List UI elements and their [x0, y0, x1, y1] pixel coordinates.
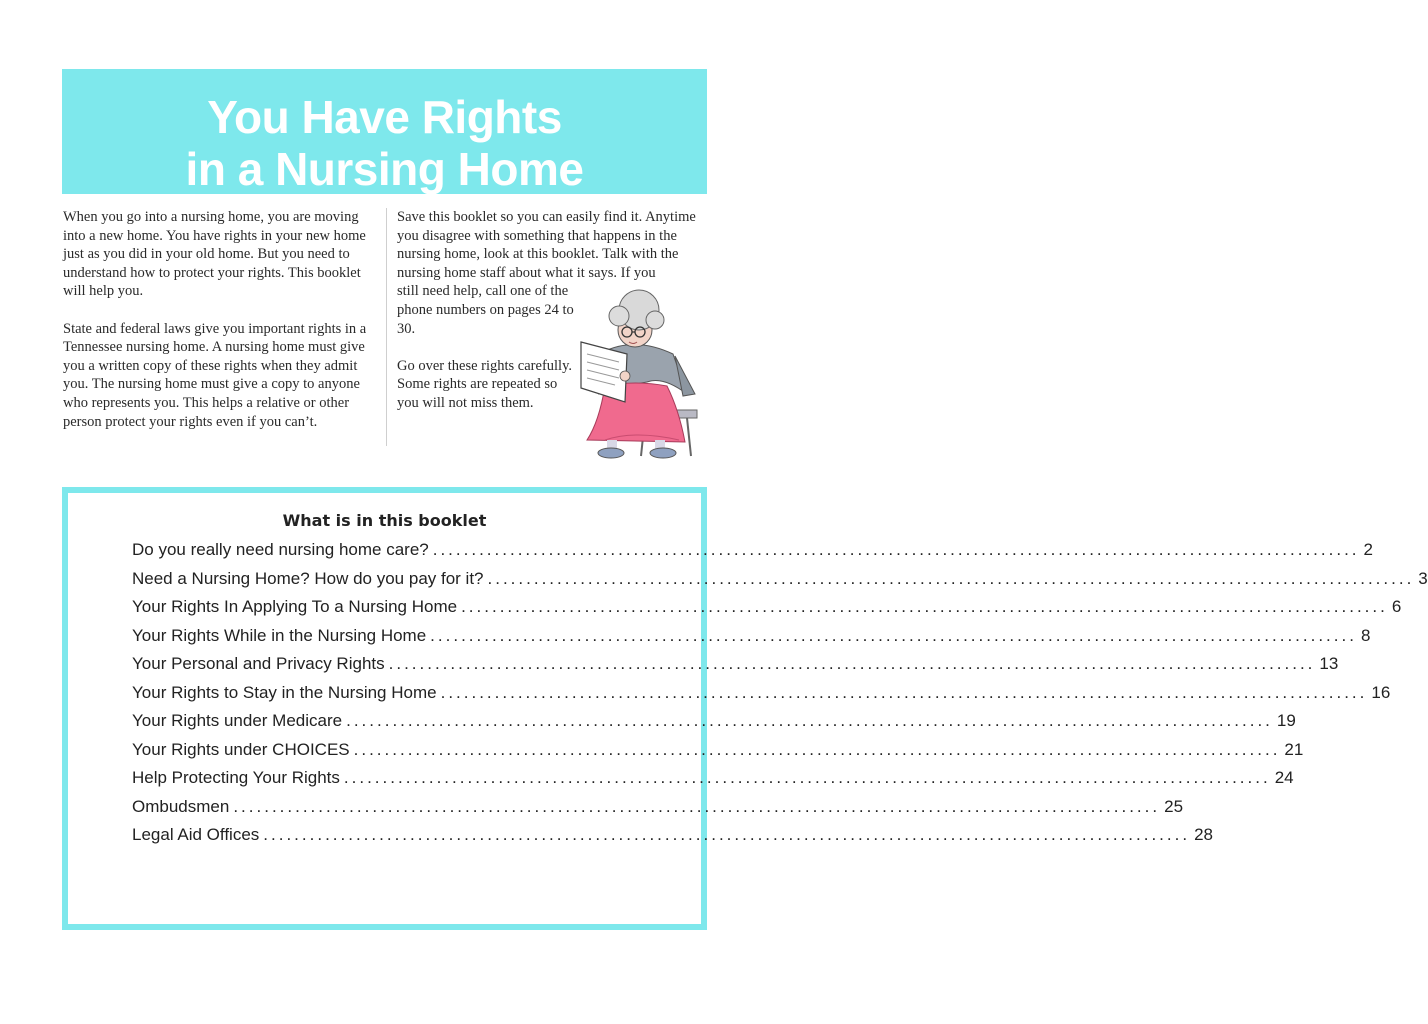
toc-item-page: 25: [1164, 796, 1184, 816]
toc-item-title: Legal Aid Offices: [132, 825, 260, 844]
toc-item: [132, 711, 1296, 740]
toc-dot-leader: ........................................................................................................................: [461, 597, 1388, 616]
toc-item: [132, 625, 1371, 655]
toc-item-page: 3: [1418, 568, 1428, 588]
toc-item: [132, 796, 1184, 826]
toc-dot-leader: ........................................................................................................................: [233, 796, 1161, 816]
toc-dot-leader: ........................................................................................................................: [432, 540, 1360, 559]
toc-item: [132, 540, 1373, 569]
column-divider: [386, 208, 387, 446]
toc-dot-leader: ........................................................................................................................: [346, 711, 1273, 730]
toc-item: [132, 568, 1428, 598]
intro-left-column: [63, 208, 381, 450]
elderly-woman-reading-icon: [575, 290, 710, 460]
toc-item: [132, 597, 1402, 626]
table-of-contents: [62, 487, 1428, 930]
toc-dot-leader: ........................................................................................................................: [388, 654, 1316, 673]
toc-item-title: Ombudsmen: [132, 796, 230, 816]
toc-item-title: Your Personal and Privacy Rights: [132, 654, 385, 673]
toc-item: [132, 654, 1339, 683]
page-title-line-1: You Have Rights: [207, 91, 562, 143]
toc-item-page: 2: [1363, 540, 1373, 559]
toc-dot-leader: ........................................................................................................................: [353, 739, 1281, 759]
toc-item-title: Do you really need nursing home care?: [132, 540, 429, 559]
toc-item: [132, 825, 1213, 854]
intro-paragraph-3a: Save this booklet so you can easily find it. Anytime you disagree with something that happens in the nursing home, look at this booklet. Talk with the nursing home staff about what it says. If you: [397, 209, 696, 281]
toc-item-title: Your Rights In Applying To a Nursing Home: [132, 597, 458, 616]
toc-dot-leader: ........................................................................................................................: [263, 825, 1191, 844]
toc-item-title: Your Rights While in the Nursing Home: [132, 625, 427, 645]
toc-item-page: 24: [1274, 768, 1294, 787]
toc-dot-leader: ........................................................................................................................: [430, 625, 1357, 645]
toc-heading: What is in this booklet: [282, 511, 487, 530]
toc-list: [132, 540, 1428, 854]
toc-item-title: Your Rights under Medicare: [132, 711, 343, 730]
toc-item-title: Need a Nursing Home? How do you pay for it?: [132, 568, 484, 588]
toc-item: [132, 682, 1391, 712]
toc-item-page: 8: [1360, 625, 1371, 645]
toc-item-page: 6: [1391, 597, 1402, 616]
intro-paragraph-2: State and federal laws give you important rights in a Tennessee nursing home. A nursing home must give you a written copy of these rights when they admit you. The nursing home must give a copy to anyone who represents you. This helps a relative or other person protect your rights even if you can’t.: [63, 320, 367, 430]
page-title-line-2: in a Nursing Home: [185, 143, 584, 195]
toc-item-page: 16: [1371, 682, 1391, 702]
intro-paragraph-3b: still need help, call one of the phone numbers on pages 24 to 30.: [397, 283, 574, 337]
toc-dot-leader: ........................................................................................................................: [440, 682, 1368, 702]
toc-item-page: 13: [1319, 654, 1339, 673]
intro-paragraph-1: When you go into a nursing home, you are moving into a new home. You have rights in your new home just as you did in your old home. But you need to understand how to protect your rights. This booklet will help you.: [63, 209, 366, 300]
toc-item-page: 28: [1194, 825, 1213, 844]
toc-dot-leader: ........................................................................................................................: [343, 768, 1271, 787]
toc-item-page: 21: [1284, 739, 1304, 759]
toc-item-page: 19: [1276, 711, 1296, 730]
toc-item-title: Help Protecting Your Rights: [132, 768, 340, 787]
intro-paragraph-4: Go over these rights carefully. Some rights are repeated so you will not miss them.: [397, 357, 573, 411]
toc-item: [132, 739, 1304, 769]
toc-item: [132, 768, 1294, 797]
toc-item-title: Your Rights to Stay in the Nursing Home: [132, 682, 437, 702]
toc-dot-leader: ........................................................................................................................: [487, 568, 1415, 588]
title-banner: [62, 69, 707, 194]
toc-item-title: Your Rights under CHOICES: [132, 739, 350, 759]
